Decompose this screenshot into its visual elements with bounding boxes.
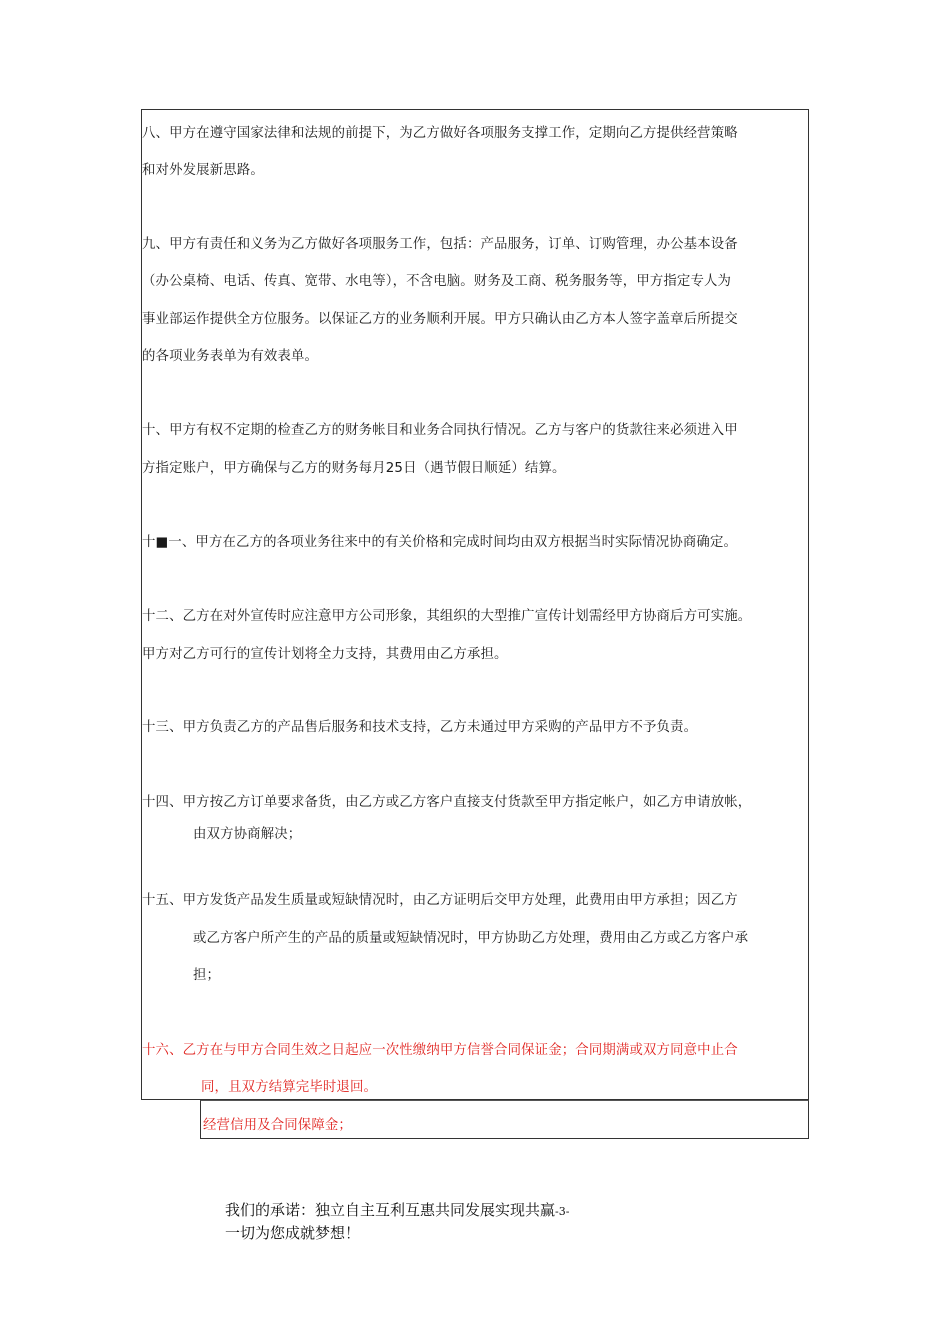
clause-9-line-4: 的各项业务表单为有效表单。 — [142, 349, 319, 364]
clause-14-line-1: 十四、甲方按乙方订单要求备货，由乙方或乙方客户直接支付货款至甲方指定帐户，如乙方申请放帐， — [142, 795, 752, 810]
footer-slogan-line — [225, 1199, 569, 1223]
page-number: -3- — [555, 1205, 570, 1218]
clause-16-line-2: 同，且双方结算完毕时退回。 — [201, 1080, 378, 1095]
clause-8-line-2: 和对外发展新思路。 — [142, 163, 264, 178]
clause-14-line-2: 由双方协商解决； — [193, 827, 302, 842]
clause-13-line-1: 十三、甲方负责乙方的产品售后服务和技术支持，乙方未通过甲方采购的产品甲方不予负责。 — [142, 720, 698, 735]
clause-15-line-2: 或乙方客户所产生的产品的质量或短缺情况时，甲方协助乙方处理，费用由乙方或乙方客户承 — [193, 931, 749, 946]
clause-11-line-1: 十■一、甲方在乙方的各项业务往来中的有关价格和完成时间均由双方根据当时实际情况协商确定。 — [142, 535, 738, 550]
footer-tagline: 一切为您成就梦想！ — [225, 1224, 361, 1242]
clause-8-line-1: 八、甲方在遵守国家法律和法规的前提下，为乙方做好各项服务支撑工作，定期向乙方提供经营策略 — [142, 126, 738, 141]
clause-15-line-3: 担； — [193, 968, 221, 983]
footer-slogan: 我们的承诺：独立自主互利互惠共同发展实现共赢 — [225, 1201, 556, 1219]
clause-16-line-3: 经营信用及合同保障金； — [203, 1118, 352, 1133]
clause-9-line-1: 九、甲方有责任和义务为乙方做好各项服务工作，包括：产品服务，订单、订购管理，办公基本设备 — [142, 237, 738, 252]
clause-9-line-2: （办公桌椅、电话、传真、宽带、水电等），不含电脑。财务及工商、税务服务等，甲方指定专人为 — [142, 274, 732, 289]
clause-9-line-3: 事业部运作提供全方位服务。以保证乙方的业务顺利开展。甲方只确认由乙方本人签字盖章后所提交 — [142, 312, 738, 327]
clause-10-line-2: 方指定账户，甲方确保与乙方的财务每月25日（遇节假日顺延）结算。 — [142, 461, 566, 476]
clause-15-line-1: 十五、甲方发货产品发生质量或短缺情况时，由乙方证明后交甲方处理，此费用由甲方承担；因乙方 — [142, 893, 738, 908]
clause-10-line-1: 十、甲方有权不定期的检查乙方的财务帐目和业务合同执行情况。乙方与客户的货款往来必须进入甲 — [142, 423, 738, 438]
contract-table-frame — [141, 109, 809, 1100]
clause-16-line-1: 十六、乙方在与甲方合同生效之日起应一次性缴纳甲方信誉合同保证金；合同期满或双方同意中止合 — [142, 1043, 738, 1058]
clause-12-line-1: 十二、乙方在对外宣传时应注意甲方公司形象，其组织的大型推广宣传计划需经甲方协商后方可实施。 — [142, 609, 752, 624]
clause-12-line-2: 甲方对乙方可行的宣传计划将全力支持，其费用由乙方承担。 — [142, 647, 508, 662]
